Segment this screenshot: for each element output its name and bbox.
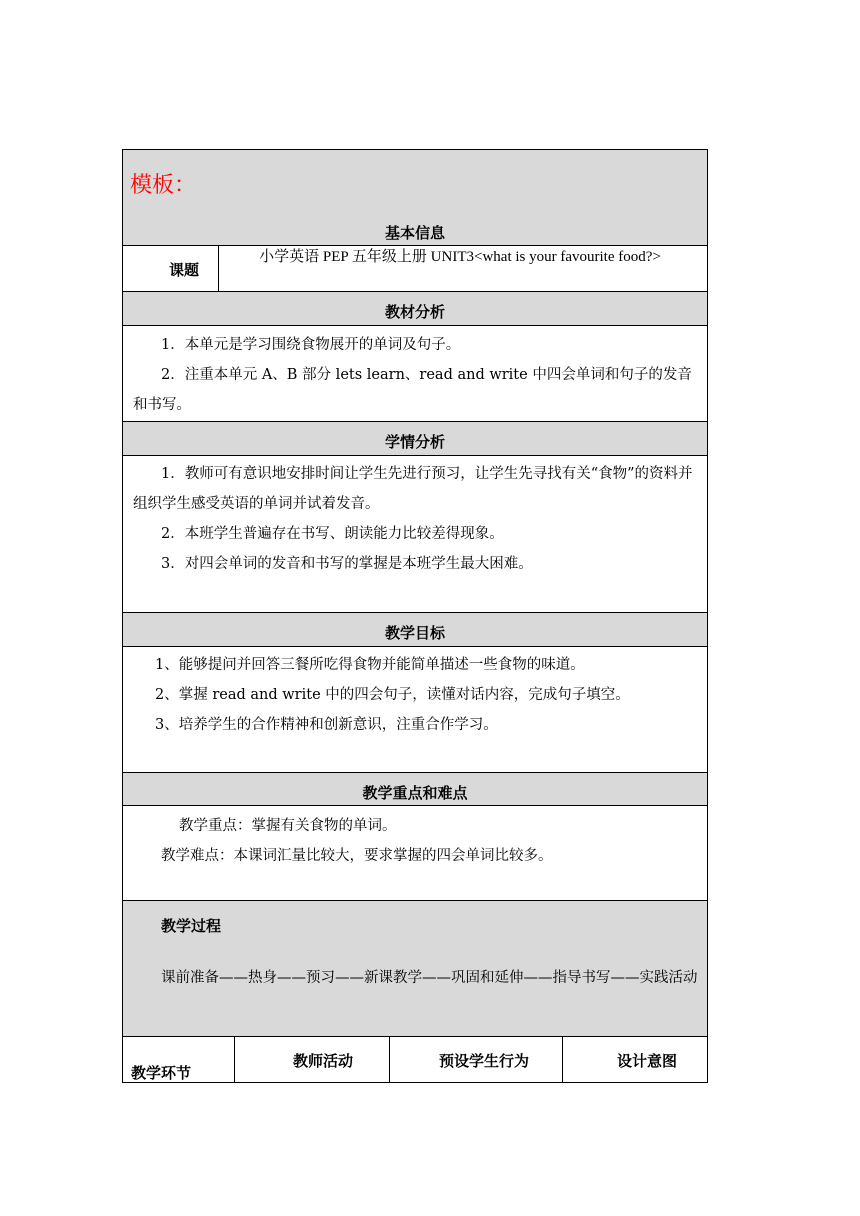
goal-item-2: 2、掌握 read and write 中的四会句子，读懂对话内容，完成句子填空。 <box>155 687 630 703</box>
template-label: 模板： <box>130 173 197 198</box>
col-header-student: 预设学生行为 <box>439 1052 530 1070</box>
goal-item-3: 3、培养学生的合作精神和创新意识，注重合作学习。 <box>155 717 498 733</box>
teaching-goals-content <box>123 650 707 740</box>
student-analysis-content <box>123 459 707 579</box>
key-difficulty: 教学难点：本课词汇量比较大，要求掌握的四会单词比较多。 <box>161 848 553 864</box>
process-flow-content <box>123 956 707 1000</box>
material-analysis-header: 教材分析 <box>384 303 445 321</box>
student-analysis-header: 学情分析 <box>384 433 445 451</box>
column-divider <box>389 1036 390 1082</box>
col-header-intent: 设计意图 <box>617 1052 678 1070</box>
divider <box>123 325 707 326</box>
material-item-1: 1．本单元是学习围绕食物展开的单词及句子。 <box>161 337 461 353</box>
student-item-2: 2．本班学生普遍存在书写、朗读能力比较差得现象。 <box>161 526 504 542</box>
process-header: 教学过程 <box>161 917 222 935</box>
student-item-1: 1．教师可有意识地安排时间让学生先进行预习，让学生先寻找有关“食物”的资料并组织学生感受英语的单词并试着发音。 <box>133 466 693 512</box>
key-points-content <box>123 811 707 871</box>
col-header-stage: 教学环节 <box>131 1064 192 1082</box>
divider <box>123 455 707 456</box>
key-points-header: 教学重点和难点 <box>362 784 468 802</box>
key-focus: 教学重点：掌握有关食物的单词。 <box>179 818 397 834</box>
col-header-teacher: 教师活动 <box>293 1052 354 1070</box>
topic-value: 小学英语 PEP 五年级上册 UNIT3<what is your favourite food?> <box>259 249 661 265</box>
material-item-2: 2．注重本单元 A、B 部分 lets learn、read and write 中四会单词和句子的发音和书写。 <box>133 367 692 413</box>
process-flow: 课前准备——热身——预习——新课教学——巩固和延伸——指导书写——实践活动 <box>161 970 698 986</box>
material-analysis-content <box>123 330 707 420</box>
divider <box>123 1036 707 1037</box>
goal-item-1: 1、能够提问并回答三餐所吃得食物并能简单描述一些食物的味道。 <box>155 657 585 673</box>
divider <box>123 805 707 806</box>
topic-label: 课题 <box>169 261 200 279</box>
column-divider <box>234 1036 235 1082</box>
student-item-3: 3．对四会单词的发音和书写的掌握是本班学生最大困难。 <box>161 556 533 572</box>
teaching-goals-header: 教学目标 <box>384 624 445 642</box>
basic-info-header: 基本信息 <box>384 224 445 242</box>
column-divider <box>562 1036 563 1082</box>
lesson-plan-table <box>122 149 708 1083</box>
divider <box>123 646 707 647</box>
